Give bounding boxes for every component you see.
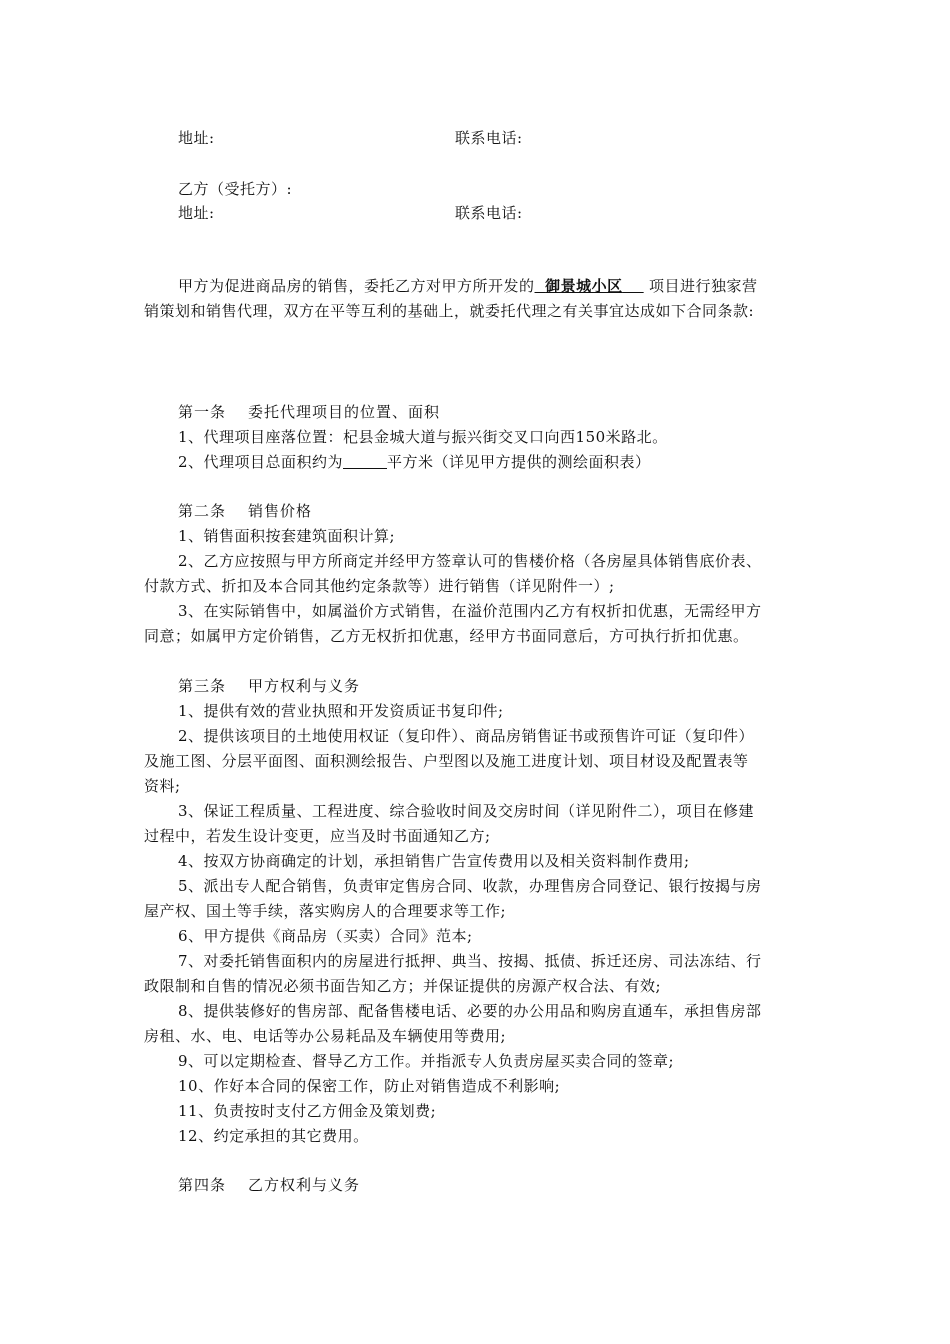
article-3-title: 甲方权利与义务 bbox=[248, 677, 361, 695]
party-a-phone-label: 联系电话: bbox=[455, 129, 523, 147]
article-3-line: 8、提供装修好的售房部、配备售楼电话、必要的办公用品和购房直通车，承担售房部 bbox=[178, 1002, 762, 1020]
article-1-item-2 bbox=[178, 452, 810, 472]
article-3-heading bbox=[178, 676, 810, 696]
article-3-line: 9、可以定期检查、督导乙方工作。并指派专人负责房屋买卖合同的签章; bbox=[178, 1052, 675, 1070]
article-2-number: 第二条 bbox=[178, 502, 227, 520]
article-3-line: 资料; bbox=[144, 777, 181, 795]
article-1-title: 委托代理项目的位置、面积 bbox=[248, 403, 441, 421]
party-b-address-label: 地址: bbox=[178, 204, 215, 222]
article-3-line: 12、约定承担的其它费用。 bbox=[178, 1127, 369, 1145]
article-4-title: 乙方权利与义务 bbox=[248, 1176, 361, 1194]
intro-line-2: 销策划和销售代理，双方在平等互利的基础上，就委托代理之有关事宜达成如下合同条款: bbox=[144, 302, 755, 320]
article-4-heading bbox=[178, 1175, 810, 1195]
project-name: 御景城小区 bbox=[545, 277, 623, 295]
article-3-line: 3、保证工程质量、工程进度、综合验收时间及交房时间（详见附件二），项目在修建 bbox=[178, 802, 755, 820]
article-2-line: 付款方式、折扣及本合同其他约定条款等）进行销售（详见附件一）; bbox=[144, 577, 615, 595]
article-2-heading bbox=[178, 501, 810, 521]
article-3-number: 第三条 bbox=[178, 677, 227, 695]
article-2-line: 同意；如属甲方定价销售，乙方无权折扣优惠，经甲方书面同意后，方可执行折扣优惠。 bbox=[144, 627, 749, 645]
intro-underline-lead bbox=[535, 277, 546, 295]
intro-line-1 bbox=[178, 276, 810, 296]
article-4-number: 第四条 bbox=[178, 1176, 227, 1194]
article-3-line: 10、作好本合同的保密工作，防止对销售造成不利影响; bbox=[178, 1077, 561, 1095]
article-1-heading bbox=[178, 402, 810, 422]
party-a-address-label: 地址: bbox=[178, 129, 215, 147]
party-a-contact-row bbox=[178, 128, 810, 148]
intro-pre: 甲方为促进商品房的销售，委托乙方对甲方所开发的 bbox=[178, 277, 535, 295]
article-3-line: 6、甲方提供《商品房（买卖）合同》范本; bbox=[178, 927, 473, 945]
article-3-line: 屋产权、国土等手续，落实购房人的合理要求等工作; bbox=[144, 902, 507, 920]
article-1-item-2-post: 平方米（详见甲方提供的测绘面积表） bbox=[387, 453, 651, 471]
article-1-item-1: 1、代理项目座落位置：杞县金城大道与振兴街交叉口向西150米路北。 bbox=[178, 428, 668, 446]
article-3-line: 11、负责按时支付乙方佣金及策划费; bbox=[178, 1102, 437, 1120]
intro-post: 项目进行独家营 bbox=[648, 277, 758, 295]
article-3-line: 房租、水、电、电话等办公易耗品及车辆使用等费用; bbox=[144, 1027, 507, 1045]
article-3-line: 2、提供该项目的土地使用权证（复印件）、商品房销售证书或预售许可证（复印件） bbox=[178, 727, 755, 745]
article-3-line: 1、提供有效的营业执照和开发资质证书复印件; bbox=[178, 702, 504, 720]
article-2-line: 2、乙方应按照与甲方所商定并经甲方签章认可的售楼价格（各房屋具体销售底价表、 bbox=[178, 552, 762, 570]
party-b-phone-label: 联系电话: bbox=[455, 204, 523, 222]
intro-underline-tail bbox=[623, 277, 644, 295]
article-2-title: 销售价格 bbox=[248, 502, 313, 520]
article-3-line: 5、派出专人配合销售，负责审定售房合同、收款，办理售房合同登记、银行按揭与房 bbox=[178, 877, 762, 895]
article-3-line: 过程中，若发生设计变更，应当及时书面通知乙方; bbox=[144, 827, 491, 845]
party-b-contact-row bbox=[178, 203, 810, 223]
area-blank-field bbox=[343, 454, 387, 469]
article-3-line: 4、按双方协商确定的计划，承担销售广告宣传费用以及相关资料制作费用; bbox=[178, 852, 690, 870]
article-3-line: 7、对委托销售面积内的房屋进行抵押、典当、按揭、抵债、拆迁还房、司法冻结、行 bbox=[178, 952, 762, 970]
article-1-number: 第一条 bbox=[178, 403, 227, 421]
article-2-line: 1、销售面积按套建筑面积计算; bbox=[178, 527, 396, 545]
article-3-line: 政限制和自售的情况必须书面告知乙方；并保证提供的房源产权合法、有效; bbox=[144, 977, 662, 995]
article-2-line: 3、在实际销售中，如属溢价方式销售，在溢价范围内乙方有权折扣优惠，无需经甲方 bbox=[178, 602, 762, 620]
article-1-item-2-pre: 2、代理项目总面积约为 bbox=[178, 453, 344, 471]
party-b-title: 乙方（受托方）: bbox=[178, 180, 293, 198]
article-3-line: 及施工图、分层平面图、面积测绘报告、户型图以及施工进度计划、项目材设及配置表等 bbox=[144, 752, 749, 770]
